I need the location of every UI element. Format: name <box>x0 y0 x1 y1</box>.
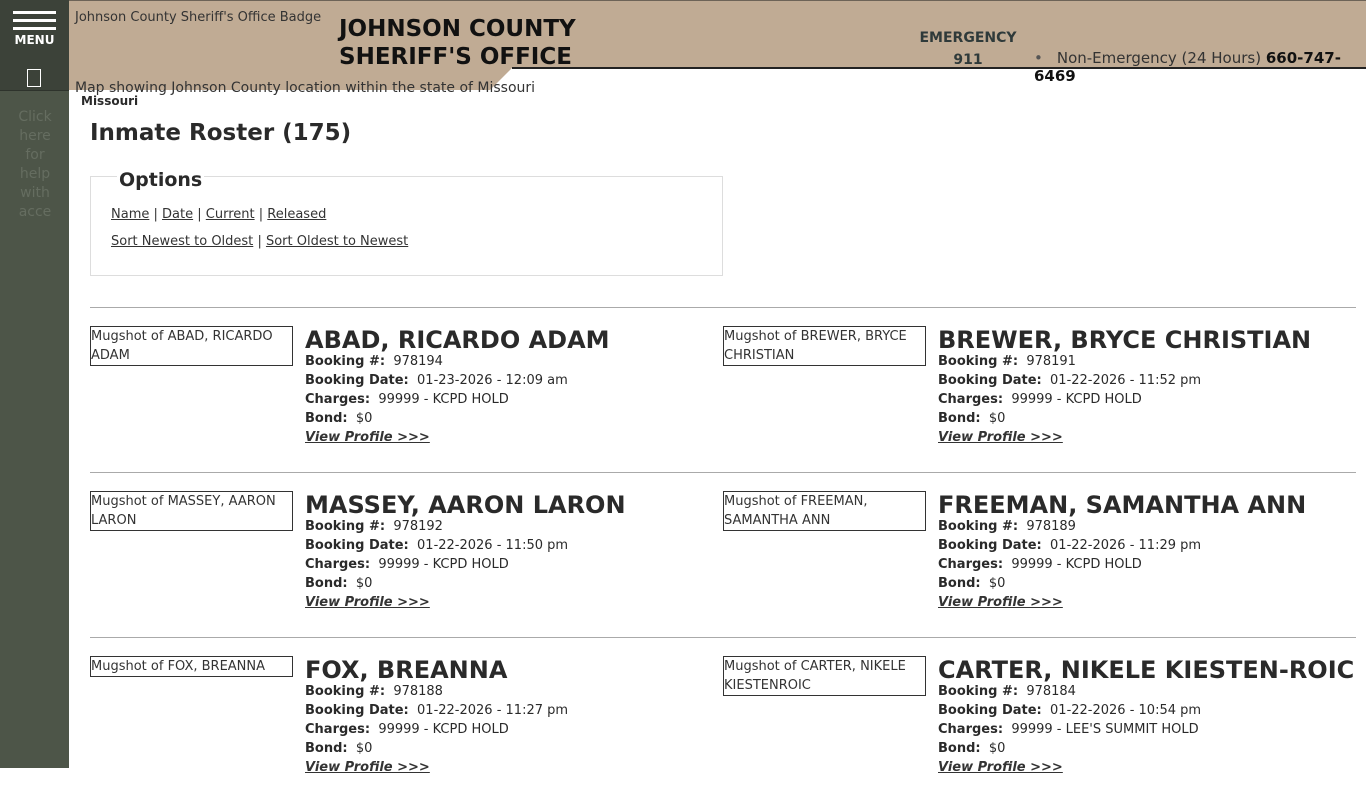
filter-name-link[interactable]: Name <box>111 207 150 222</box>
bond: $0 <box>355 741 373 756</box>
charges-row <box>305 555 626 574</box>
label: Bond: <box>305 576 348 591</box>
options-panel <box>90 169 723 276</box>
view-profile-link[interactable]: View Profile >>> <box>938 430 1063 445</box>
filter-links <box>111 207 326 222</box>
inmate-name: ABAD, RICARDO ADAM <box>305 326 610 354</box>
sort-links <box>111 234 408 249</box>
inmate-card <box>723 326 1353 476</box>
inmate-card <box>723 656 1353 806</box>
label: Booking #: <box>938 519 1019 534</box>
filter-released-link[interactable]: Released <box>267 207 327 222</box>
booking-date-row <box>938 371 1311 390</box>
inmate-name: CARTER, NIKELE KIESTEN-ROIC <box>938 656 1355 684</box>
bond-row <box>305 574 626 593</box>
title-line: SHERIFF'S OFFICE <box>339 44 572 70</box>
accessibility-icon[interactable] <box>27 69 41 87</box>
booking-number: 978184 <box>1026 684 1076 699</box>
sheriff-badge-image[interactable]: Johnson County Sheriff's Office Badge <box>75 10 322 25</box>
inmate-info <box>305 656 568 777</box>
divider: | <box>257 234 262 249</box>
booking-number: 978189 <box>1026 519 1076 534</box>
mugshot-image[interactable]: Mugshot of FOX, BREANNA <box>90 656 293 677</box>
booking-number-row <box>305 352 610 371</box>
charges-row <box>938 390 1311 409</box>
charges-row <box>305 720 568 739</box>
emergency-contact <box>918 27 1018 71</box>
state-label: Missouri <box>81 94 139 108</box>
site-title[interactable] <box>339 15 576 71</box>
booking-number: 978191 <box>1026 354 1076 369</box>
label: Charges: <box>938 392 1004 407</box>
label: Bond: <box>938 741 981 756</box>
bond: $0 <box>988 576 1006 591</box>
charges: 99999 - KCPD HOLD <box>1011 392 1142 407</box>
label: Booking Date: <box>938 373 1042 388</box>
label: Charges: <box>938 557 1004 572</box>
view-profile-link[interactable]: View Profile >>> <box>305 430 430 445</box>
bond-row <box>938 574 1306 593</box>
divider: | <box>258 207 264 222</box>
booking-date-row <box>938 536 1306 555</box>
booking-date-row <box>938 701 1354 720</box>
sidebar <box>0 0 69 768</box>
booking-number-row <box>938 682 1354 701</box>
booking-date-row <box>305 701 568 720</box>
booking-number-row <box>938 352 1311 371</box>
label: Booking Date: <box>938 703 1042 718</box>
page-title: Inmate Roster (175) <box>90 120 352 146</box>
view-profile-link[interactable]: View Profile >>> <box>938 595 1063 610</box>
booking-number: 978194 <box>393 354 443 369</box>
inmate-name: FOX, BREANNA <box>305 656 508 684</box>
booking-number: 978188 <box>393 684 443 699</box>
bond: $0 <box>355 411 373 426</box>
emergency-label: EMERGENCY <box>919 30 1017 46</box>
label: Booking Date: <box>305 703 409 718</box>
divider <box>90 307 1356 308</box>
menu-label: MENU <box>14 33 55 47</box>
mugshot-image[interactable]: Mugshot of BREWER, BRYCE CHRISTIAN <box>723 326 926 366</box>
booking-date: 01-22-2026 - 10:54 pm <box>1050 703 1202 718</box>
label: Bond: <box>938 411 981 426</box>
options-legend: Options <box>119 169 203 191</box>
nonemergency-contact <box>1034 49 1366 85</box>
inmate-info <box>938 491 1306 612</box>
mugshot-image[interactable]: Mugshot of FREEMAN, SAMANTHA ANN <box>723 491 926 531</box>
divider: | <box>197 207 202 222</box>
sort-newest-link[interactable]: Sort Newest to Oldest <box>111 234 254 249</box>
label: Bond: <box>305 741 348 756</box>
label: Bond: <box>938 576 981 591</box>
mugshot-image[interactable]: Mugshot of MASSEY, AARON LARON <box>90 491 293 531</box>
title-line: JOHNSON COUNTY <box>339 16 576 42</box>
emergency-number[interactable]: 911 <box>953 52 983 68</box>
charges-row <box>938 720 1354 739</box>
label: Booking Date: <box>305 538 409 553</box>
charges: 99999 - KCPD HOLD <box>378 392 509 407</box>
label: Booking #: <box>305 684 386 699</box>
hamburger-icon <box>13 11 56 14</box>
charges-row <box>938 555 1306 574</box>
booking-number-row <box>938 517 1306 536</box>
label: Bond: <box>305 411 348 426</box>
nonemergency-number[interactable]: 660-747-6469 <box>1034 49 1341 85</box>
inmate-name: BREWER, BRYCE CHRISTIAN <box>938 326 1312 354</box>
bullet: • <box>1034 49 1043 67</box>
charges: 99999 - LEE'S SUMMIT HOLD <box>1011 722 1199 737</box>
hamburger-icon <box>13 19 56 22</box>
sort-oldest-link[interactable]: Sort Oldest to Newest <box>265 234 409 249</box>
booking-date: 01-22-2026 - 11:27 pm <box>417 703 569 718</box>
inmate-info <box>938 656 1354 777</box>
inmate-card <box>723 491 1353 641</box>
charges-row <box>305 390 610 409</box>
bond-row <box>305 409 610 428</box>
label: Booking Date: <box>938 538 1042 553</box>
label: Booking #: <box>305 519 386 534</box>
divider: | <box>153 207 158 222</box>
label: Booking #: <box>938 354 1019 369</box>
inmate-card <box>90 491 720 641</box>
bond-row <box>305 739 568 758</box>
view-profile-link[interactable]: View Profile >>> <box>938 760 1063 775</box>
nonemergency-label: Non-Emergency (24 Hours) <box>1056 49 1262 67</box>
label: Charges: <box>305 722 371 737</box>
menu-button[interactable] <box>0 0 69 91</box>
filter-date-link[interactable]: Date <box>162 207 194 222</box>
view-profile-link[interactable]: View Profile >>> <box>305 595 430 610</box>
booking-date: 01-22-2026 - 11:50 pm <box>417 538 569 553</box>
bond-row <box>938 739 1354 758</box>
bond: $0 <box>355 576 373 591</box>
inmate-info <box>305 326 610 447</box>
inmate-card <box>90 656 720 806</box>
inmate-name: MASSEY, AARON LARON <box>305 491 626 519</box>
county-map-image: Map showing Johnson County location within the state of Missouri <box>75 80 536 96</box>
booking-number-row <box>305 517 626 536</box>
label: Charges: <box>938 722 1004 737</box>
label: Booking #: <box>938 684 1019 699</box>
booking-number-row <box>305 682 568 701</box>
booking-date-row <box>305 371 610 390</box>
hamburger-icon <box>13 27 56 30</box>
inmate-info <box>938 326 1311 447</box>
booking-date: 01-23-2026 - 12:09 am <box>417 373 568 388</box>
filter-current-link[interactable]: Current <box>205 207 255 222</box>
inmate-name: FREEMAN, SAMANTHA ANN <box>938 491 1307 519</box>
mugshot-image[interactable]: Mugshot of CARTER, NIKELE KIESTENROIC <box>723 656 926 696</box>
charges: 99999 - KCPD HOLD <box>378 557 509 572</box>
bond: $0 <box>988 411 1006 426</box>
booking-date: 01-22-2026 - 11:52 pm <box>1050 373 1202 388</box>
view-profile-link[interactable]: View Profile >>> <box>305 760 430 775</box>
label: Charges: <box>305 557 371 572</box>
charges: 99999 - KCPD HOLD <box>378 722 509 737</box>
charges: 99999 - KCPD HOLD <box>1011 557 1142 572</box>
booking-date: 01-22-2026 - 11:29 pm <box>1050 538 1202 553</box>
mugshot-image[interactable]: Mugshot of ABAD, RICARDO ADAM <box>90 326 293 366</box>
booking-number: 978192 <box>393 519 443 534</box>
help-accessibility-link[interactable]: Click here for help with acce <box>18 109 52 220</box>
inmate-card <box>90 326 720 476</box>
booking-date-row <box>305 536 626 555</box>
bond: $0 <box>988 741 1006 756</box>
label: Booking #: <box>305 354 386 369</box>
bond-row <box>938 409 1311 428</box>
label: Charges: <box>305 392 371 407</box>
label: Booking Date: <box>305 373 409 388</box>
inmate-info <box>305 491 626 612</box>
